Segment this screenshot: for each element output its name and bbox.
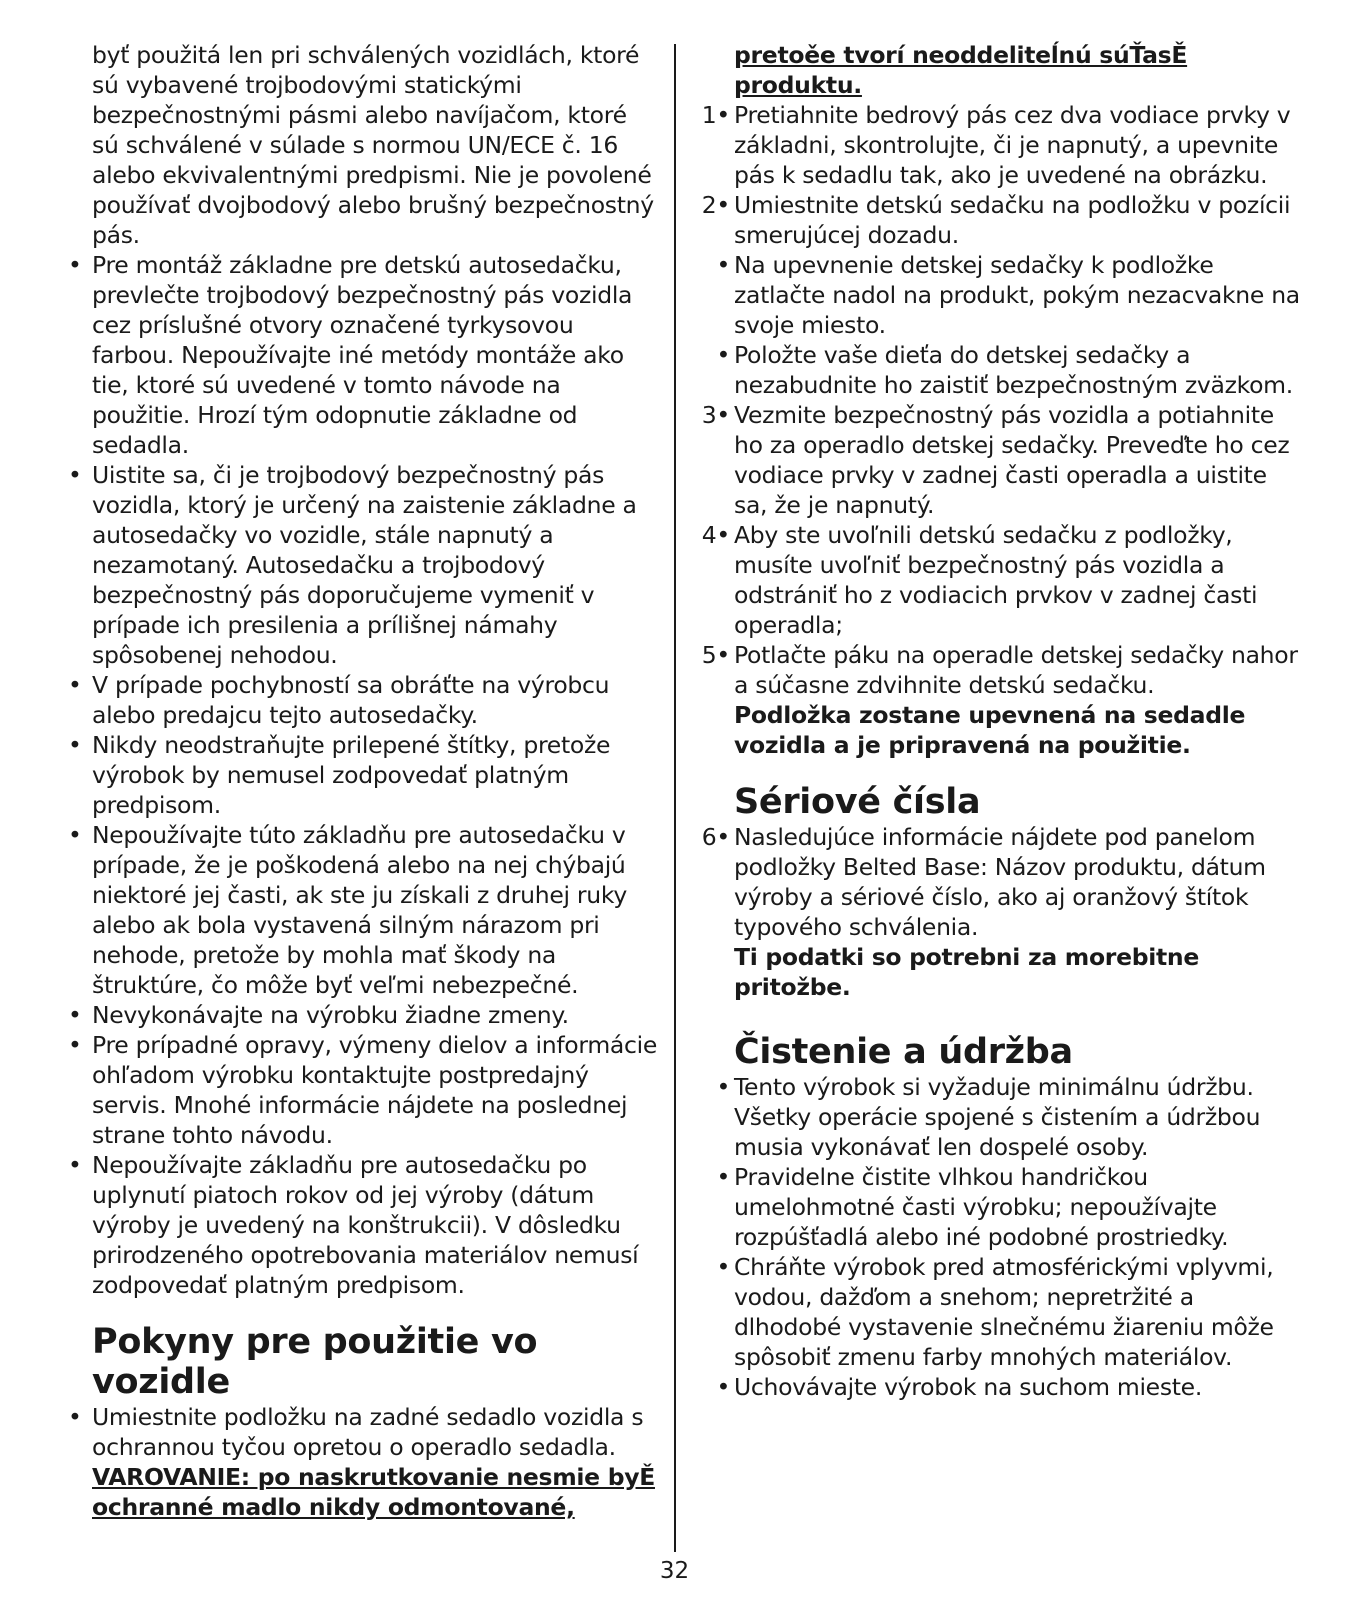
step-text: Položte vaše dieťa do detskej sedačky a nezabudnite ho zaistiť bezpečnostným zväzkom. bbox=[734, 341, 1293, 399]
section-heading-vehicle-use: Pokyny pre použitie vo vozidle bbox=[92, 1322, 538, 1402]
intro-paragraph: byť použitá len pri schválených vozidlách, ktoré sú vybavené trojbodovými statickými bezpečnostnými pásmi alebo navíjačom, ktoré sú schválené v súlade s normou UN/ECE č. 16 alebo ekvivalentnými predpismi. Nie je povolené používať dvojbodový alebo brušný bezpečnostný pás. bbox=[92, 41, 654, 249]
step-marker: 1• bbox=[701, 101, 730, 129]
bullet-marker: • bbox=[68, 1403, 82, 1431]
list-item bbox=[68, 250, 658, 460]
step-item bbox=[694, 520, 1304, 640]
step-marker: 3• bbox=[701, 401, 730, 429]
step-marker: • bbox=[716, 341, 730, 369]
bullet-marker: • bbox=[716, 1253, 730, 1281]
bullet-text: V prípade pochybností sa obráťte na výrobcu alebo predajcu tejto autosedačky. bbox=[92, 671, 610, 729]
bullet-text: Nikdy neodstraňujte prilepené štítky, pretože výrobok by nemusel zodpovedať platným predpisom. bbox=[92, 731, 611, 819]
bullet-marker: • bbox=[68, 1031, 82, 1059]
step-marker: 5• bbox=[701, 641, 730, 669]
step-item bbox=[694, 340, 1304, 400]
step-text: Nasledujúce informácie nájdete pod panelom podložky Belted Base: Názov produktu, dátum výroby a sériové číslo, ako aj oranžový štítok typového schválenia. bbox=[734, 823, 1266, 941]
step-marker: 6• bbox=[701, 823, 730, 851]
step-text: Vezmite bezpečnostný pás vozidla a potiahnite ho za operadlo detskej sedačky. Preveďte ho cez vodiace prvky v zadnej časti operadla a uistite sa, že je napnutý. bbox=[734, 401, 1290, 519]
bullet-text: Nepoužívajte základňu pre autosedačku po uplynutí piatoch rokov od jej výroby (dátum výroby je uvedený na konštrukcii). V dôsledku prirodzeného opotrebovania materiálov nemusí zodpovedať platným predpisom. bbox=[92, 1151, 639, 1299]
list-item bbox=[694, 1162, 1304, 1252]
step-marker: 2• bbox=[701, 191, 730, 219]
step-item bbox=[694, 400, 1304, 520]
bullet-marker: • bbox=[68, 1151, 82, 1179]
bullet-marker: • bbox=[68, 671, 82, 699]
list-item bbox=[694, 1072, 1304, 1162]
step-text: Na upevnenie detskej sedačky k podložke zatlačte nadol na produkt, pokým nezacvakne na svoje miesto. bbox=[734, 251, 1300, 339]
bullet-text: Nepoužívajte túto základňu pre autosedačku v prípade, že je poškodená alebo na nej chýbajú niektoré jej časti, ak ste ju získali z druhej ruky alebo ak bola vystavená silným nárazom pri nehode, pretože by mohla mať škody na štruktúre, čo môže byť veľmi nebezpečné. bbox=[92, 821, 627, 999]
bullet-text: Nevykonávajte na výrobku žiadne zmeny. bbox=[92, 1001, 569, 1029]
step-text: Potlačte páku na operadle detskej sedačky nahor a súčasne zdvihnite detskú sedačku. bbox=[734, 641, 1298, 699]
bullet-text: Pre prípadné opravy, výmeny dielov a informácie ohľadom výrobku kontaktujte postpredajný servis. Mnohé informácie nájdete na poslednej strane tohto návodu. bbox=[92, 1031, 658, 1149]
list-item bbox=[68, 460, 658, 670]
column-divider bbox=[674, 44, 676, 1552]
warning-continuation-text: pretoěe tvorí neoddeliteĺnú súŤasĚ produktu. bbox=[734, 41, 1188, 99]
step-item bbox=[694, 190, 1304, 250]
list-item bbox=[68, 670, 658, 730]
bullet-marker: • bbox=[68, 821, 82, 849]
bullet-marker: • bbox=[68, 461, 82, 489]
step-text: Aby ste uvoľnili detskú sedačku z podložky, musíte uvoľniť bezpečnostný pás vozidla a odstrániť ho z vodiacich prvkov v zadnej časti operadla; bbox=[734, 521, 1258, 639]
list-item bbox=[68, 1030, 658, 1150]
bullet-text: Chráňte výrobok pred atmosférickými vplyvmi, vodou, dažďom a snehom; nepretržité a dlhodobé vystavenie slnečnému žiareniu môže spôsobiť zmenu farby mnohých materiálov. bbox=[734, 1253, 1274, 1371]
step-item bbox=[694, 250, 1304, 340]
section-heading-cleaning: Čistenie a údržba bbox=[734, 1032, 1073, 1072]
bullet-text: Pravidelne čistite vlhkou handričkou umelohmotné časti výrobku; nepoužívajte rozpúšťadlá alebo iné podobné prostriedky. bbox=[734, 1163, 1229, 1251]
step-item bbox=[694, 822, 1304, 1002]
bullet-marker: • bbox=[68, 251, 82, 279]
bullet-marker: • bbox=[68, 1001, 82, 1029]
step-note-bold: Podložka zostane upevnená na sedadle vozidla a je pripravená na použitie. bbox=[734, 701, 1246, 759]
step-marker: 4• bbox=[701, 521, 730, 549]
warning-text: VAROVANIE: po naskrutkovanie nesmie byĚ ochranné madlo nikdy odmontované, bbox=[92, 1463, 655, 1521]
bullet-text: Uistite sa, či je trojbodový bezpečnostný pás vozidla, ktorý je určený na zaistenie základne a autosedačky vo vozidle, stále napnutý a nezamotaný. Autosedačku a trojbodový bezpečnostný pás doporučujeme vymeniť v prípade ich presilenia a prílišnej námahy spôsobenej nehodou. bbox=[92, 461, 637, 669]
bullet-text: Umiestnite podložku na zadné sedadlo vozidla s ochrannou tyčou opretou o operadlo sedadla. bbox=[92, 1403, 644, 1461]
bullet-marker: • bbox=[716, 1163, 730, 1191]
bullet-text: Tento výrobok si vyžaduje minimálnu údržbu. Všetky operácie spojené s čistením a údržbou musia vykonávať len dospelé osoby. bbox=[734, 1073, 1261, 1161]
step-item bbox=[694, 640, 1304, 760]
bullet-marker: • bbox=[68, 731, 82, 759]
list-item bbox=[68, 730, 658, 820]
list-item bbox=[68, 1000, 658, 1030]
bullet-text: Uchovávajte výrobok na suchom mieste. bbox=[734, 1373, 1203, 1401]
list-item bbox=[68, 820, 658, 1000]
list-item bbox=[694, 1252, 1304, 1372]
left-column bbox=[68, 40, 658, 1522]
bullet-marker: • bbox=[716, 1373, 730, 1401]
step-item bbox=[694, 100, 1304, 190]
step-text: Pretiahnite bedrový pás cez dva vodiace prvky v základni, skontrolujte, či je napnutý, a upevnite pás k sedadlu tak, ako je uvedené na obrázku. bbox=[734, 101, 1291, 189]
page-number: 32 bbox=[659, 1558, 690, 1584]
warning-continuation bbox=[694, 40, 1304, 100]
bullet-marker: • bbox=[716, 1073, 730, 1101]
step-note-bold: Ti podatki so potrebni za morebitne pritožbe. bbox=[734, 943, 1199, 1001]
right-column bbox=[694, 40, 1304, 1402]
step-marker: • bbox=[716, 251, 730, 279]
list-item bbox=[68, 1402, 658, 1522]
bullet-text: Pre montáž základne pre detskú autosedačku, prevlečte trojbodový bezpečnostný pás vozidla cez príslušné otvory označené tyrkysovou farbou. Nepoužívajte iné metódy montáže ako tie, ktoré sú uvedené v tomto návode na použitie. Hrozí tým odopnutie základne od sedadla. bbox=[92, 251, 633, 459]
step-text: Umiestnite detskú sedačku na podložku v pozícii smerujúcej dozadu. bbox=[734, 191, 1291, 249]
section-heading-serial: Sériové čísla bbox=[734, 782, 981, 822]
list-item bbox=[694, 1372, 1304, 1402]
list-item bbox=[68, 1150, 658, 1300]
